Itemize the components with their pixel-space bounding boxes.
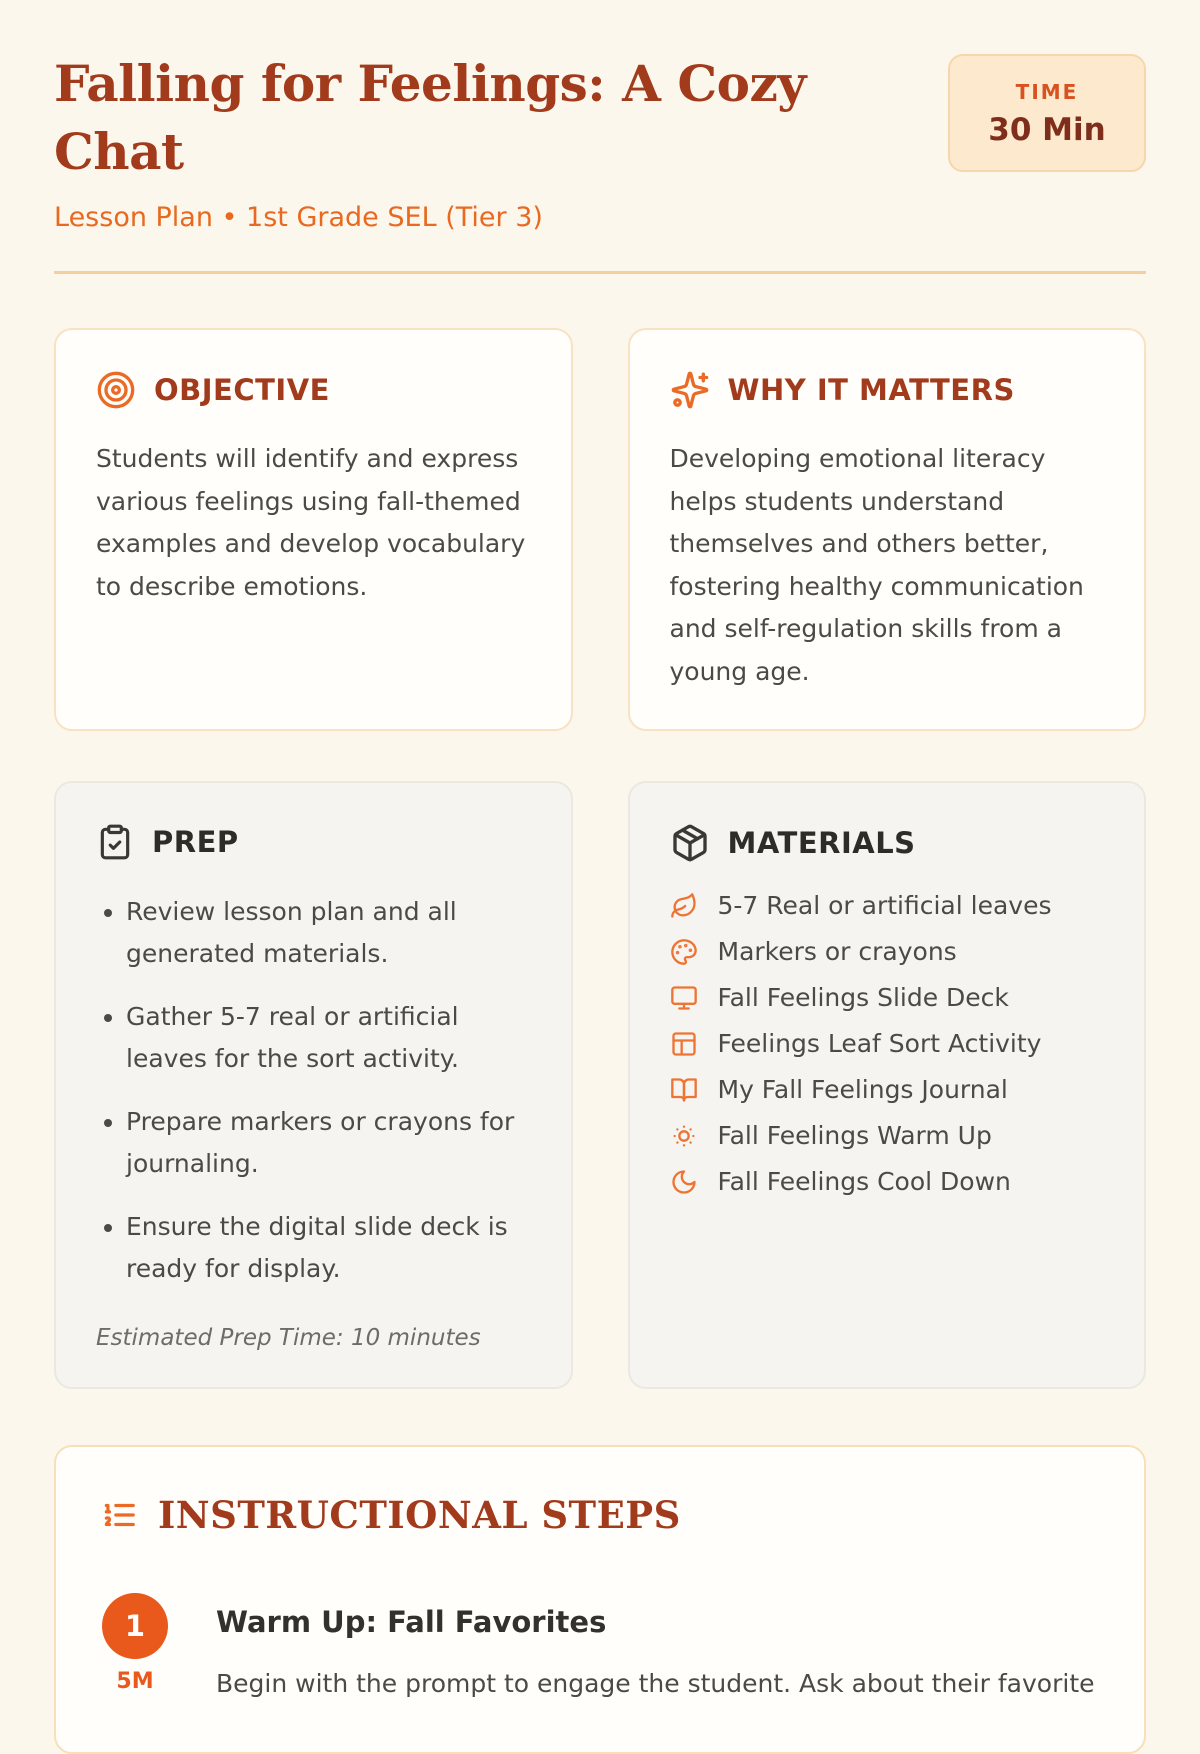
step-1-badge [100,1593,170,1706]
objective-body: Students will identify and express various feelings using fall-themed examples and develop vocabulary to describe emotions. [96,444,526,601]
prep-list [96,891,531,1289]
prep-estimated-time: Estimated Prep Time: 10 minutes [96,1325,481,1351]
material-label: Markers or crayons [717,937,957,966]
material-item [670,1121,1105,1150]
monitor-icon [670,984,698,1012]
materials-card-header [670,823,1105,863]
palette-icon [670,938,698,966]
summary-cards-row [54,328,1146,731]
instructional-steps-header [100,1493,1100,1537]
why-it-matters-card-header [670,370,1105,410]
leaf-icon [670,892,698,920]
why-it-matters-heading: WHY IT MATTERS [727,373,1015,407]
material-label: My Fall Feelings Journal [717,1075,1008,1104]
time-badge-value: 30 Min [988,112,1106,148]
objective-card-header [96,370,531,410]
step-number-badge: 1 [102,1593,168,1659]
sun-icon [670,1122,698,1150]
step-duration: 5M [116,1669,154,1694]
prep-materials-row [54,781,1146,1389]
materials-heading: MATERIALS [727,826,916,860]
header-text [54,50,904,233]
step-1 [100,1593,1100,1706]
target-icon [96,370,136,410]
material-item [670,937,1105,966]
prep-item: • Gather 5-7 real or artificial leaves for the sort activity. [126,996,531,1079]
material-label: Fall Feelings Warm Up [717,1121,992,1150]
prep-item: • Prepare markers or crayons for journaling. [126,1101,531,1184]
prep-item: • Ensure the digital slide deck is ready for display. [126,1206,531,1289]
sparkles-icon [670,370,710,410]
prep-heading: PREP [152,825,239,859]
layout-icon [670,1030,698,1058]
prep-item: • Review lesson plan and all generated materials. [126,891,531,974]
step-title: Warm Up: Fall Favorites [216,1605,607,1639]
why-it-matters-card [628,328,1147,731]
objective-card [54,328,573,731]
instructional-steps-card [54,1445,1146,1754]
why-it-matters-body: Developing emotional literacy helps students understand themselves and others better, fostering healthy communication and self-regulation skills from a young age. [669,444,1084,686]
materials-card [628,781,1147,1389]
material-label: Fall Feelings Slide Deck [717,983,1009,1012]
material-item [670,1075,1105,1104]
ordered-list-icon [100,1496,138,1534]
step-1-content [216,1593,1095,1706]
moon-icon [670,1168,698,1196]
header [54,50,1146,233]
clipboard-check-icon [96,823,134,861]
material-item [670,1167,1105,1196]
prep-card [54,781,573,1389]
material-label: Feelings Leaf Sort Activity [717,1029,1042,1058]
material-item [670,1029,1105,1058]
material-label: Fall Feelings Cool Down [717,1167,1011,1196]
package-icon [670,823,710,863]
step-body: Begin with the prompt to engage the student. Ask about their favorite [216,1669,1095,1698]
material-item [670,983,1105,1012]
materials-list [670,891,1105,1196]
objective-heading: OBJECTIVE [154,373,330,407]
page-title: Falling for Feelings: A Cozy Chat [54,54,806,181]
book-open-icon [670,1076,698,1104]
material-item [670,891,1105,920]
material-label: 5-7 Real or artificial leaves [717,891,1052,920]
page-subtitle: Lesson Plan • 1st Grade SEL (Tier 3) [54,202,543,233]
instructional-steps-heading: INSTRUCTIONAL STEPS [158,1493,681,1537]
time-badge [948,54,1146,172]
time-badge-label: TIME [1015,80,1079,104]
prep-card-header [96,823,531,861]
header-divider [54,271,1146,274]
